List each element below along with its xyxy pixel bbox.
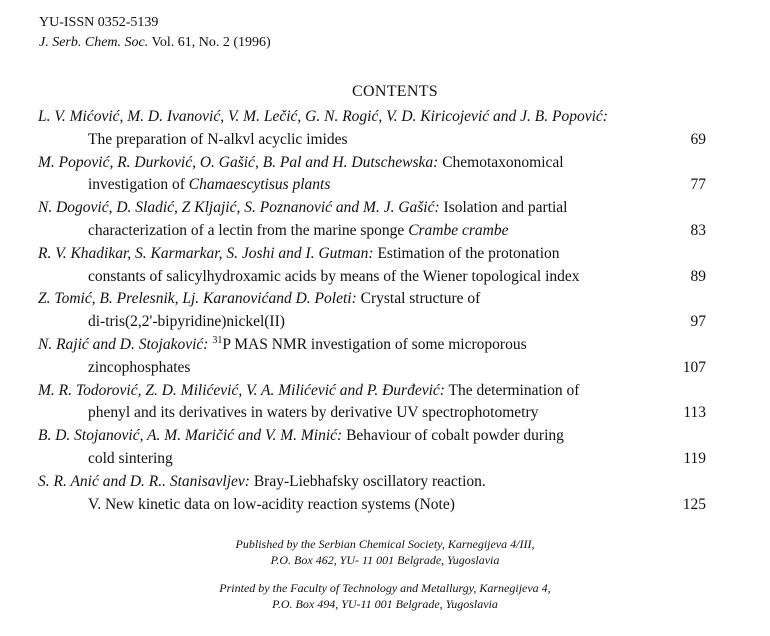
toc-title-start: The determination of [444, 381, 580, 399]
toc-title-start: Chemotaxonomical [438, 153, 564, 171]
publisher-note [0, 536, 770, 568]
printer-note [0, 580, 770, 612]
journal-name: J. Serb. Chem. Soc. [39, 35, 149, 50]
toc-title-rest-italic: Chamaescytisus plants [188, 176, 331, 194]
toc-entry-line2 [38, 266, 706, 289]
toc-title-rest: cold sintering [88, 449, 173, 467]
toc-title-start: Isolation and partial [439, 199, 568, 217]
toc-entry [38, 288, 706, 334]
toc-page-number: 125 [682, 495, 706, 513]
toc-entry-line1 [38, 152, 706, 175]
toc-entry-line2 [38, 448, 706, 471]
toc-page-number: 97 [690, 313, 706, 331]
toc-entry [38, 152, 706, 198]
table-of-contents [38, 106, 706, 516]
toc-entry [38, 471, 706, 517]
toc-entry-line2 [38, 311, 706, 334]
toc-entry [38, 197, 706, 243]
toc-page-number: 83 [690, 221, 706, 239]
journal-citation [39, 34, 271, 52]
toc-authors: R. V. Khadikar, S. Karmarkar, S. Joshi and I. Gutman: [38, 244, 374, 262]
issn-line: YU-ISSN 0352-5139 [39, 15, 159, 30]
publisher-line-1: Published by the Serbian Chemical Society, Karnegijeva 4/III, [235, 537, 535, 551]
toc-entry-line2 [38, 220, 706, 243]
toc-entry-line2 [38, 357, 706, 380]
toc-title-rest: The preparation of N-alkvl acyclic imides [88, 130, 348, 148]
toc-title-rest: constants of salicylhydroxamic acids by means of the Wiener topological index [88, 267, 580, 285]
toc-entry-line1 [38, 380, 706, 403]
toc-entry-line1 [38, 197, 706, 220]
toc-page-number: 119 [683, 449, 706, 467]
toc-entry-line1 [38, 471, 706, 494]
toc-entry-line1 [38, 288, 706, 311]
toc-authors: M. Popović, R. Durković, O. Gašić, B. Pal and H. Dutschewska: [38, 153, 439, 171]
toc-title-superscript: 31 [212, 334, 223, 346]
toc-page-number: 107 [682, 358, 706, 376]
toc-page-number: 69 [690, 130, 706, 148]
toc-page-number: 113 [683, 404, 706, 422]
toc-title-rest: di-tris(2,2'-bipyridine)nickel(II) [88, 313, 285, 331]
toc-title-rest: zincophosphates [88, 358, 191, 376]
toc-title-start: Crystal structure of [356, 290, 481, 308]
toc-title-start: Behaviour of cobalt powder during [342, 427, 564, 445]
toc-authors: N. Rajić and D. Stojaković: [38, 335, 209, 353]
contents-heading: CONTENTS [352, 83, 438, 100]
toc-entry-line1 [38, 106, 706, 129]
toc-title-rest-italic: Crambe crambe [408, 221, 509, 239]
toc-authors: S. R. Anić and D. R.. Stanisavljev: [38, 472, 250, 490]
toc-title-rest: phenyl and its derivatives in waters by derivative UV spectrophotometry [88, 404, 539, 422]
toc-authors: L. V. Mićović, M. D. Ivanović, V. M. Lečić, G. N. Rogić, V. D. Kiricojević and J. B. Popović: [38, 108, 608, 125]
toc-title-rest: investigation of [88, 176, 189, 194]
printer-line-1: Printed by the Faculty of Technology and Metallurgy, Karnegijeva 4, [219, 581, 551, 595]
toc-entry-line1 [38, 425, 706, 448]
toc-entry-line2 [38, 402, 706, 425]
toc-entry [38, 380, 706, 426]
toc-title-start: Bray-Liebhafsky oscillatory reaction. [249, 472, 486, 490]
toc-authors: Z. Tomić, B. Prelesnik, Lj. Karanovićand D. Poleti: [38, 290, 357, 308]
toc-authors: M. R. Todorović, Z. D. Milićević, V. A. Milićević and P. Đurđević: [38, 381, 445, 399]
publisher-line-2: P.O. Box 462, YU- 11 001 Belgrade, Yugoslavia [270, 553, 500, 567]
toc-page-number: 77 [690, 176, 706, 194]
journal-volume: Vol. 61, No. 2 (1996) [151, 35, 271, 50]
printer-line-2: P.O. Box 494, YU-11 001 Belgrade, Yugoslavia [272, 597, 498, 611]
toc-entry-line1 [38, 334, 706, 357]
toc-entry [38, 243, 706, 289]
toc-entry [38, 425, 706, 471]
toc-entry-line2 [38, 129, 706, 152]
toc-title-rest: V. New kinetic data on low-acidity reaction systems (Note) [88, 495, 455, 513]
toc-title-rest: characterization of a lectin from the marine sponge [88, 221, 409, 239]
toc-authors: N. Dogović, D. Sladić, Z Kljajić, S. Poznanović and M. J. Gašić: [38, 199, 440, 217]
toc-title-start: P MAS NMR investigation of some microporous [222, 335, 527, 353]
toc-title-start: Estimation of the protonation [373, 244, 560, 262]
toc-entry-line2 [38, 494, 706, 517]
toc-entry-line1 [38, 243, 706, 266]
toc-entry [38, 106, 706, 152]
toc-authors: B. D. Stojanović, A. M. Maričić and V. M. Minić: [38, 427, 343, 445]
toc-page-number: 89 [690, 267, 706, 285]
toc-entry-line2 [38, 174, 706, 197]
toc-entry [38, 334, 706, 380]
